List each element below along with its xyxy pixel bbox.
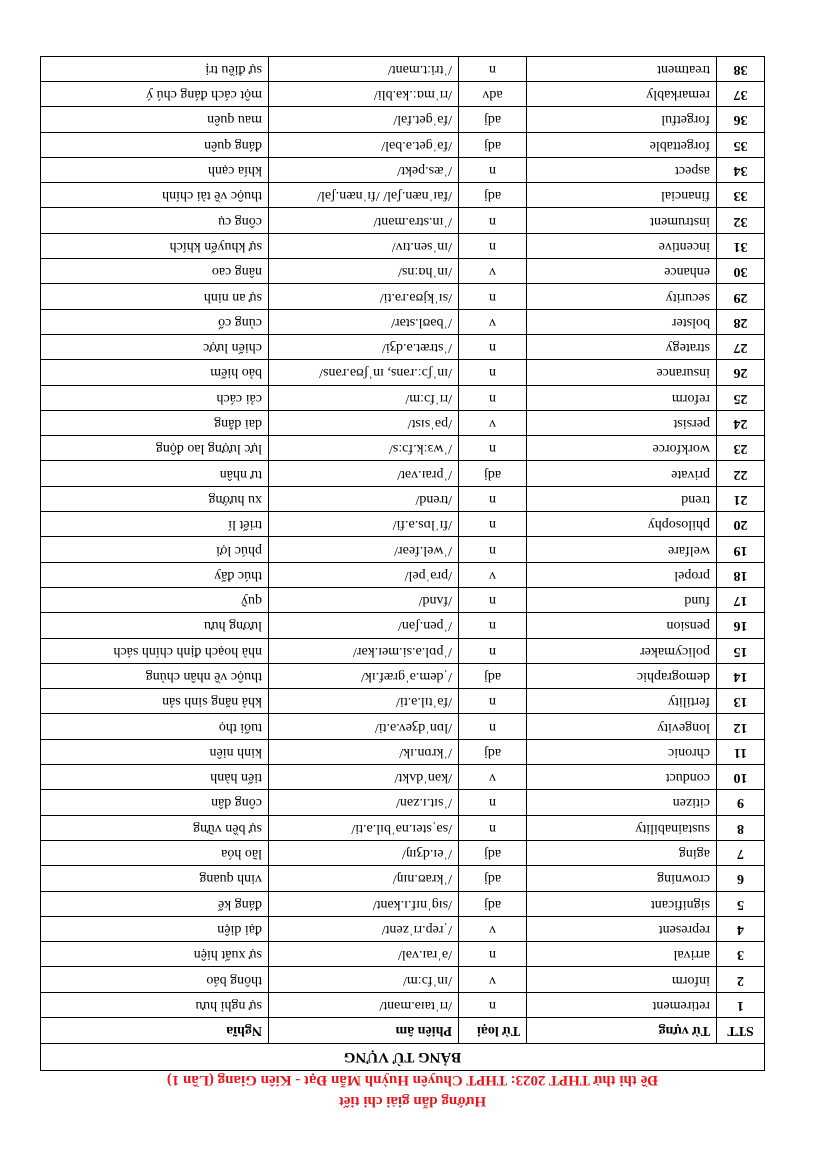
row-word: incentive bbox=[527, 233, 717, 258]
table-row bbox=[40, 436, 764, 461]
table-row bbox=[40, 385, 764, 410]
row-stt: 32 bbox=[717, 208, 765, 233]
row-ipa: /rɪˈfɔːm/ bbox=[269, 385, 459, 410]
row-ipa: /ˈsɪt.ɪ.zən/ bbox=[269, 790, 459, 815]
row-word: remarkably bbox=[527, 82, 717, 107]
table-row bbox=[40, 461, 764, 486]
row-stt: 2 bbox=[717, 967, 765, 992]
row-stt: 23 bbox=[717, 436, 765, 461]
row-pos: adj bbox=[459, 461, 527, 486]
row-stt: 13 bbox=[717, 689, 765, 714]
table-row bbox=[40, 739, 764, 764]
row-ipa: /faɪˈnæn.ʃəl/ /fɪˈnæn.ʃəl/ bbox=[269, 183, 459, 208]
row-word: represent bbox=[527, 916, 717, 941]
row-pos: n bbox=[459, 360, 527, 385]
row-word: retirement bbox=[527, 992, 717, 1017]
table-row bbox=[40, 132, 764, 157]
row-stt: 25 bbox=[717, 385, 765, 410]
row-meaning: nâng cao bbox=[40, 259, 268, 284]
row-meaning: tuổi thọ bbox=[40, 714, 268, 739]
row-word: conduct bbox=[527, 765, 717, 790]
row-ipa: /prəˈpel/ bbox=[269, 562, 459, 587]
row-stt: 30 bbox=[717, 259, 765, 284]
row-meaning: sự điều trị bbox=[40, 56, 268, 81]
row-ipa: /fʌnd/ bbox=[269, 587, 459, 612]
row-pos: n bbox=[459, 486, 527, 511]
row-pos: n bbox=[459, 537, 527, 562]
row-ipa: /ˈstræt.ə.dʒi/ bbox=[269, 334, 459, 359]
row-stt: 14 bbox=[717, 663, 765, 688]
row-word: propel bbox=[527, 562, 717, 587]
row-pos: adj bbox=[459, 183, 527, 208]
row-word: fund bbox=[527, 587, 717, 612]
row-pos: n bbox=[459, 512, 527, 537]
table-row bbox=[40, 765, 764, 790]
row-stt: 27 bbox=[717, 334, 765, 359]
row-pos: n bbox=[459, 587, 527, 612]
table-row bbox=[40, 891, 764, 916]
table-row bbox=[40, 334, 764, 359]
row-meaning: đáng quên bbox=[40, 132, 268, 157]
table-row bbox=[40, 916, 764, 941]
row-ipa: /ˈpɒl.ə.si.meɪ.kər/ bbox=[269, 638, 459, 663]
row-word: persist bbox=[527, 410, 717, 435]
column-header-row bbox=[40, 1018, 764, 1044]
row-stt: 38 bbox=[717, 56, 765, 81]
row-ipa: /ˈkrɒn.ɪk/ bbox=[269, 739, 459, 764]
row-ipa: /ˈtriːt.mənt/ bbox=[269, 56, 459, 81]
row-meaning: thông báo bbox=[40, 967, 268, 992]
row-meaning: chiến lược bbox=[40, 334, 268, 359]
row-word: security bbox=[527, 284, 717, 309]
row-pos: n bbox=[459, 638, 527, 663]
row-stt: 29 bbox=[717, 284, 765, 309]
row-meaning: khả năng sinh sản bbox=[40, 689, 268, 714]
table-row bbox=[40, 410, 764, 435]
table-row bbox=[40, 284, 764, 309]
row-meaning: sự khuyến khích bbox=[40, 233, 268, 258]
row-meaning: đại diện bbox=[40, 916, 268, 941]
table-row bbox=[40, 157, 764, 182]
table-row bbox=[40, 208, 764, 233]
col-header-pos: Từ loại bbox=[459, 1018, 527, 1044]
row-stt: 11 bbox=[717, 739, 765, 764]
row-word: trend bbox=[527, 486, 717, 511]
vocabulary-table bbox=[40, 56, 765, 1071]
row-meaning: sự bền vững bbox=[40, 815, 268, 840]
row-stt: 20 bbox=[717, 512, 765, 537]
row-meaning: dai dẳng bbox=[40, 410, 268, 435]
row-pos: v bbox=[459, 259, 527, 284]
col-header-stt: STT bbox=[717, 1018, 765, 1044]
row-meaning: phúc lợi bbox=[40, 537, 268, 562]
header-line-1: Hướng dẫn giải chi tiết bbox=[338, 1093, 487, 1109]
row-word: crowning bbox=[527, 866, 717, 891]
row-pos: v bbox=[459, 309, 527, 334]
row-pos: n bbox=[459, 613, 527, 638]
row-word: philosophy bbox=[527, 512, 717, 537]
row-ipa: /sɪˈkjʊə.rə.ti/ bbox=[269, 284, 459, 309]
row-ipa: /səˌsteɪ.nəˈbɪl.ə.ti/ bbox=[269, 815, 459, 840]
row-pos: n bbox=[459, 233, 527, 258]
row-meaning: cải cách bbox=[40, 385, 268, 410]
row-meaning: thuộc về nhân chủng bbox=[40, 663, 268, 688]
row-word: private bbox=[527, 461, 717, 486]
row-pos: n bbox=[459, 284, 527, 309]
row-pos: n bbox=[459, 56, 527, 81]
row-pos: n bbox=[459, 714, 527, 739]
table-row bbox=[40, 815, 764, 840]
row-meaning: sự nghỉ hưu bbox=[40, 992, 268, 1017]
row-ipa: /ˈæs.pekt/ bbox=[269, 157, 459, 182]
row-ipa: /ɪnˈsen.tɪv/ bbox=[269, 233, 459, 258]
row-meaning: bảo hiểm bbox=[40, 360, 268, 385]
row-ipa: /ˈpraɪ.vət/ bbox=[269, 461, 459, 486]
row-meaning: lão hóa bbox=[40, 840, 268, 865]
row-meaning: sự xuất hiện bbox=[40, 942, 268, 967]
row-meaning: mau quên bbox=[40, 107, 268, 132]
row-stt: 28 bbox=[717, 309, 765, 334]
row-ipa: /əˈraɪ.vəl/ bbox=[269, 942, 459, 967]
row-pos: adj bbox=[459, 132, 527, 157]
row-ipa: /fəˈɡet.ə.bəl/ bbox=[269, 132, 459, 157]
row-word: aspect bbox=[527, 157, 717, 182]
row-stt: 17 bbox=[717, 587, 765, 612]
row-meaning: công dân bbox=[40, 790, 268, 815]
header-line-2: Đề thi thử THPT 2023: THPT Chuyên Huỳnh Mẫn Đạt - Kiên Giang (Lần 1) bbox=[166, 1072, 659, 1088]
table-row bbox=[40, 562, 764, 587]
row-stt: 22 bbox=[717, 461, 765, 486]
row-word: bolster bbox=[527, 309, 717, 334]
row-stt: 8 bbox=[717, 815, 765, 840]
row-meaning: khía cạnh bbox=[40, 157, 268, 182]
row-pos: adj bbox=[459, 663, 527, 688]
row-pos: n bbox=[459, 208, 527, 233]
row-stt: 33 bbox=[717, 183, 765, 208]
table-row bbox=[40, 107, 764, 132]
table-row bbox=[40, 840, 764, 865]
row-pos: adv bbox=[459, 82, 527, 107]
row-stt: 35 bbox=[717, 132, 765, 157]
row-word: significant bbox=[527, 891, 717, 916]
row-word: pension bbox=[527, 613, 717, 638]
row-stt: 3 bbox=[717, 942, 765, 967]
table-row bbox=[40, 638, 764, 663]
table-title: BẢNG TỪ VỰNG bbox=[40, 1044, 764, 1071]
table-row bbox=[40, 233, 764, 258]
row-pos: adj bbox=[459, 840, 527, 865]
table-row bbox=[40, 613, 764, 638]
row-stt: 1 bbox=[717, 992, 765, 1017]
row-stt: 37 bbox=[717, 82, 765, 107]
table-row bbox=[40, 309, 764, 334]
table-row bbox=[40, 790, 764, 815]
row-stt: 6 bbox=[717, 866, 765, 891]
row-ipa: /ɪnˈfɔːm/ bbox=[269, 967, 459, 992]
row-pos: v bbox=[459, 967, 527, 992]
row-meaning: đáng kể bbox=[40, 891, 268, 916]
row-ipa: /ˌrep.rɪˈzent/ bbox=[269, 916, 459, 941]
row-stt: 15 bbox=[717, 638, 765, 663]
row-pos: adj bbox=[459, 891, 527, 916]
row-ipa: /fəˈtɪl.ə.ti/ bbox=[269, 689, 459, 714]
row-ipa: /lɒnˈdʒev.ə.ti/ bbox=[269, 714, 459, 739]
row-pos: adj bbox=[459, 739, 527, 764]
row-word: treatment bbox=[527, 56, 717, 81]
table-row bbox=[40, 992, 764, 1017]
row-word: policymaker bbox=[527, 638, 717, 663]
table-row bbox=[40, 82, 764, 107]
table-row bbox=[40, 259, 764, 284]
row-stt: 26 bbox=[717, 360, 765, 385]
row-meaning: lực lượng lao động bbox=[40, 436, 268, 461]
row-word: strategy bbox=[527, 334, 717, 359]
row-pos: v bbox=[459, 765, 527, 790]
row-word: enhance bbox=[527, 259, 717, 284]
row-ipa: /ˈwɜːk.fɔːs/ bbox=[269, 436, 459, 461]
row-ipa: /ɪnˈʃɔː.rəns, ɪnˈʃʊə.rəns/ bbox=[269, 360, 459, 385]
row-meaning: sự an ninh bbox=[40, 284, 268, 309]
row-pos: v bbox=[459, 410, 527, 435]
row-ipa: /ˈbəʊl.stər/ bbox=[269, 309, 459, 334]
row-stt: 12 bbox=[717, 714, 765, 739]
row-pos: n bbox=[459, 790, 527, 815]
row-meaning: lương hưu bbox=[40, 613, 268, 638]
row-word: aging bbox=[527, 840, 717, 865]
row-meaning: công cụ bbox=[40, 208, 268, 233]
table-row bbox=[40, 183, 764, 208]
row-word: reform bbox=[527, 385, 717, 410]
row-ipa: /rɪˈmɑː.kə.bli/ bbox=[269, 82, 459, 107]
table-row bbox=[40, 537, 764, 562]
table-row bbox=[40, 942, 764, 967]
row-word: welfare bbox=[527, 537, 717, 562]
row-word: forgetful bbox=[527, 107, 717, 132]
row-stt: 9 bbox=[717, 790, 765, 815]
row-stt: 10 bbox=[717, 765, 765, 790]
row-stt: 4 bbox=[717, 916, 765, 941]
row-stt: 31 bbox=[717, 233, 765, 258]
row-ipa: /ɪnˈhɑːns/ bbox=[269, 259, 459, 284]
table-row bbox=[40, 512, 764, 537]
col-header-meaning: Nghĩa bbox=[40, 1018, 268, 1044]
row-pos: n bbox=[459, 385, 527, 410]
table-row bbox=[40, 967, 764, 992]
row-ipa: /sɪɡˈnɪf.ɪ.kənt/ bbox=[269, 891, 459, 916]
row-ipa: /kənˈdʌkt/ bbox=[269, 765, 459, 790]
row-word: citizen bbox=[527, 790, 717, 815]
row-stt: 36 bbox=[717, 107, 765, 132]
row-pos: n bbox=[459, 334, 527, 359]
row-ipa: /ˈɪn.strə.mənt/ bbox=[269, 208, 459, 233]
row-word: forgettable bbox=[527, 132, 717, 157]
row-pos: n bbox=[459, 815, 527, 840]
row-word: financial bbox=[527, 183, 717, 208]
row-word: instrument bbox=[527, 208, 717, 233]
col-header-ipa: Phiên âm bbox=[269, 1018, 459, 1044]
row-meaning: kinh niên bbox=[40, 739, 268, 764]
row-pos: v bbox=[459, 916, 527, 941]
row-word: arrival bbox=[527, 942, 717, 967]
row-stt: 16 bbox=[717, 613, 765, 638]
col-header-word: Từ vựng bbox=[527, 1018, 717, 1044]
table-row bbox=[40, 360, 764, 385]
row-word: demographic bbox=[527, 663, 717, 688]
row-stt: 21 bbox=[717, 486, 765, 511]
row-ipa: /ˈeɪ.dʒɪŋ/ bbox=[269, 840, 459, 865]
row-meaning: nhà hoạch định chính sách bbox=[40, 638, 268, 663]
row-ipa: /pəˈsɪst/ bbox=[269, 410, 459, 435]
table-row bbox=[40, 714, 764, 739]
row-pos: n bbox=[459, 157, 527, 182]
row-meaning: một cách đáng chú ý bbox=[40, 82, 268, 107]
row-stt: 34 bbox=[717, 157, 765, 182]
row-meaning: tiến hành bbox=[40, 765, 268, 790]
row-pos: n bbox=[459, 942, 527, 967]
row-pos: adj bbox=[459, 107, 527, 132]
table-row bbox=[40, 689, 764, 714]
table-row bbox=[40, 56, 764, 81]
row-meaning: triết lí bbox=[40, 512, 268, 537]
row-stt: 18 bbox=[717, 562, 765, 587]
row-stt: 5 bbox=[717, 891, 765, 916]
table-row bbox=[40, 663, 764, 688]
table-row bbox=[40, 866, 764, 891]
row-word: chronic bbox=[527, 739, 717, 764]
row-ipa: /ˈkraʊ.nɪŋ/ bbox=[269, 866, 459, 891]
row-meaning: tư nhân bbox=[40, 461, 268, 486]
row-word: insurance bbox=[527, 360, 717, 385]
row-meaning: vinh quang bbox=[40, 866, 268, 891]
row-word: inform bbox=[527, 967, 717, 992]
row-ipa: /fəˈɡet.fəl/ bbox=[269, 107, 459, 132]
row-word: fertility bbox=[527, 689, 717, 714]
row-ipa: /rɪˈtaɪə.mənt/ bbox=[269, 992, 459, 1017]
row-stt: 19 bbox=[717, 537, 765, 562]
row-meaning: thuộc về tài chính bbox=[40, 183, 268, 208]
row-word: sustainability bbox=[527, 815, 717, 840]
row-meaning: củng cố bbox=[40, 309, 268, 334]
row-word: workforce bbox=[527, 436, 717, 461]
row-ipa: /fɪˈlɒs.ə.fi/ bbox=[269, 512, 459, 537]
row-ipa: /ˌdem.əˈɡræf.ɪk/ bbox=[269, 663, 459, 688]
row-stt: 24 bbox=[717, 410, 765, 435]
row-word: longevity bbox=[527, 714, 717, 739]
table-row bbox=[40, 486, 764, 511]
row-stt: 7 bbox=[717, 840, 765, 865]
row-ipa: /ˈpen.ʃən/ bbox=[269, 613, 459, 638]
row-ipa: /ˈwel.feər/ bbox=[269, 537, 459, 562]
row-ipa: /trend/ bbox=[269, 486, 459, 511]
row-pos: n bbox=[459, 436, 527, 461]
table-row bbox=[40, 587, 764, 612]
row-pos: n bbox=[459, 992, 527, 1017]
row-pos: n bbox=[459, 689, 527, 714]
row-meaning: thúc đẩy bbox=[40, 562, 268, 587]
row-pos: adj bbox=[459, 866, 527, 891]
row-meaning: xu hướng bbox=[40, 486, 268, 511]
row-meaning: quỹ bbox=[40, 587, 268, 612]
row-pos: v bbox=[459, 562, 527, 587]
